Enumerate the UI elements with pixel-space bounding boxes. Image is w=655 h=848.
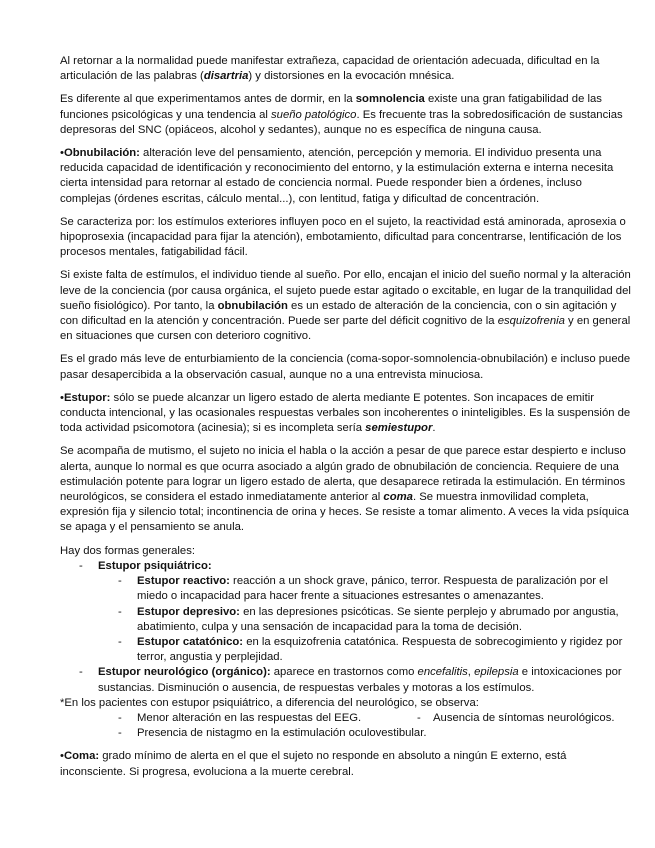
paragraph-estupor: •Estupor: sólo se puede alcanzar un ligero estado de alerta mediante E potentes. Son incapaces de emitir conducta intencional, y las ocasionales respuestas verbales son incoherentes o ininteligibles. Es la suspensión de toda actividad psicomotora (acinesia); si es incompleta sería semiestupor. [60,391,631,435]
paragraph-obnubilacion: •Obnubilación: alteración leve del pensamiento, atención, percepción y memoria. El individuo presenta una reducida capacidad de identificación y reconocimiento del entorno, y la estimulación externa e interna necesita cierta intensidad para retornar al estado de conciencia normal. Puede responder bien a órdenes, incluso complejas (órdenes escritas, cálculo mental...), con lentitud, fatiga y dificultad de concentración. [60,147,614,205]
paragraph-grado-leve: Es el grado más leve de enturbiamiento de la conciencia (coma-sopor-somnolencia-obnubilación) e incluso puede pasar desapercibida a la observación casual, aunque no a una entrevista minuciosa. [60,353,631,381]
heading-estupor: Estupor: [63,391,111,404]
term-disartria: disartria [203,70,249,83]
list-item-neurologico: - Estupor neurológico (orgánico): aparece en trastornos como encefalitis, epilepsia e intoxicaciones por sustancias. Disminución o ausencia, de respuestas verbales y motoras a los estímulos. [60,665,631,695]
list-item-sintomas: Ausencia de síntomas neurológicos. [433,711,615,724]
list-item-psiquiatrico: - Estupor psiquiátrico: [60,559,631,574]
bullet-icon: • [60,391,64,404]
term-obnubilacion: obnubilación [217,299,288,312]
term-sueno-patologico: sueño patológico [271,108,357,121]
term-coma: coma [383,491,413,504]
bullet-icon: • [60,750,64,763]
list-item-depresivo: - Estupor depresivo: en las depresiones psicóticas. Se siente perplejo y abrumado por angustia, abatimiento, culpa y una sensación de incapacidad para la toma de decisión. [60,605,631,635]
bullet-icon: • [60,147,64,160]
note-psiquiatrico: *En los pacientes con estupor psiquiátrico, a diferencia del neurológico, se observa: [60,696,479,709]
list-item-catatonico: - Estupor catatónico: en la esquizofrenia catatónica. Respuesta de sobrecogimiento y rigidez por terror, angustia y perplejidad. [60,635,631,665]
heading-coma: Coma: [63,750,100,763]
heading-obnubilacion: Obnubilación: [63,147,140,160]
list-item-nistagmo: - Presencia de nistagmo en la estimulación oculovestibular. [60,726,631,741]
list-row-observaciones: - Menor alteración en las respuestas del EEG. - Ausencia de síntomas neurológicos. [60,711,631,726]
paragraph-evocation: Al retornar a la normalidad puede manifestar extrañeza, capacidad de orientación adecuada, dificultad en la articulación de las palabras (disartria) y distorsiones en la evocación mnésica. [60,55,600,83]
paragraph-mutismo: Se acompaña de mutismo, el sujeto no inicia el habla o la acción a pesar de que parece estar despierto e incluso alerta, aunque lo normal es que ocurra asociado a algún grado de obnubilación de conciencia. Requiere de una estimulación potente para lograr un ligero estado de alerta, que desaparece retirada la estimulación. En términos neurológicos, se considera el estado inmediatamente anterior al coma. Se muestra inmovilidad completa, expresión fija y silencio total; incontinencia de orina y heces. Se resiste a tomar alimento. A veces la vida psíquica se apaga y el pensamiento se anula. [60,445,629,534]
paragraph-somnolencia: Es diferente al que experimentamos antes de dormir, en la somnolencia existe una gran fatigabilidad de las funciones psicológicas y una tendencia al sueño patológico. Es frecuente tras la sobredosificación de sustancias depresoras del SNC (opiáceos, alcohol y sedantes), aunque no es específica de ninguna causa. [60,93,623,136]
forms-section [60,544,631,742]
paragraph-falta-estimulos: Si existe falta de estímulos, el individuo tiende al sueño. Por ello, encajan el inicio del sueño normal y la alteración leve de la conciencia (por causa orgánica, el sujeto puede estar agitado o excitable, en lugar de la tranquilidad del sueño fisiológico). Por tanto, la obnubilación es un estado de alteración de la conciencia, con o sin agitación y con dificultad en la atención y concentración. Puede ser parte del déficit cognitivo de la esquizofrenia y en general en situaciones que cursen con deterioro cognitivo. [60,269,631,343]
term-esquizofrenia: esquizofrenia [497,315,565,328]
forms-intro: Hay dos formas generales: [60,544,195,557]
term-semiestupor: semiestupor [365,422,433,435]
paragraph-caracteristicas: Se caracteriza por: los estímulos exteriores influyen poco en el sujeto, la reactividad está aminorada, aprosexia o hipoprosexia (incapacidad para fijar la atención), embotamiento, dificultad para concentrarse, lentificación de los procesos mentales, fatigabilidad fácil. [60,215,626,259]
list-item-reactivo: - Estupor reactivo: reacción a un shock grave, pánico, terror. Respuesta de paralización por el miedo o incapacidad para hacer frente a situaciones estresantes o amenazantes. [60,574,631,604]
term-somnolencia: somnolencia [355,93,425,106]
list-item-eeg: Menor alteración en las respuestas del EEG. [137,711,362,724]
paragraph-coma: •Coma: grado mínimo de alerta en el que el sujeto no responde en absoluto a ningún E externo, está inconsciente. Si progresa, evoluciona a la muerte cerebral. [60,750,567,778]
